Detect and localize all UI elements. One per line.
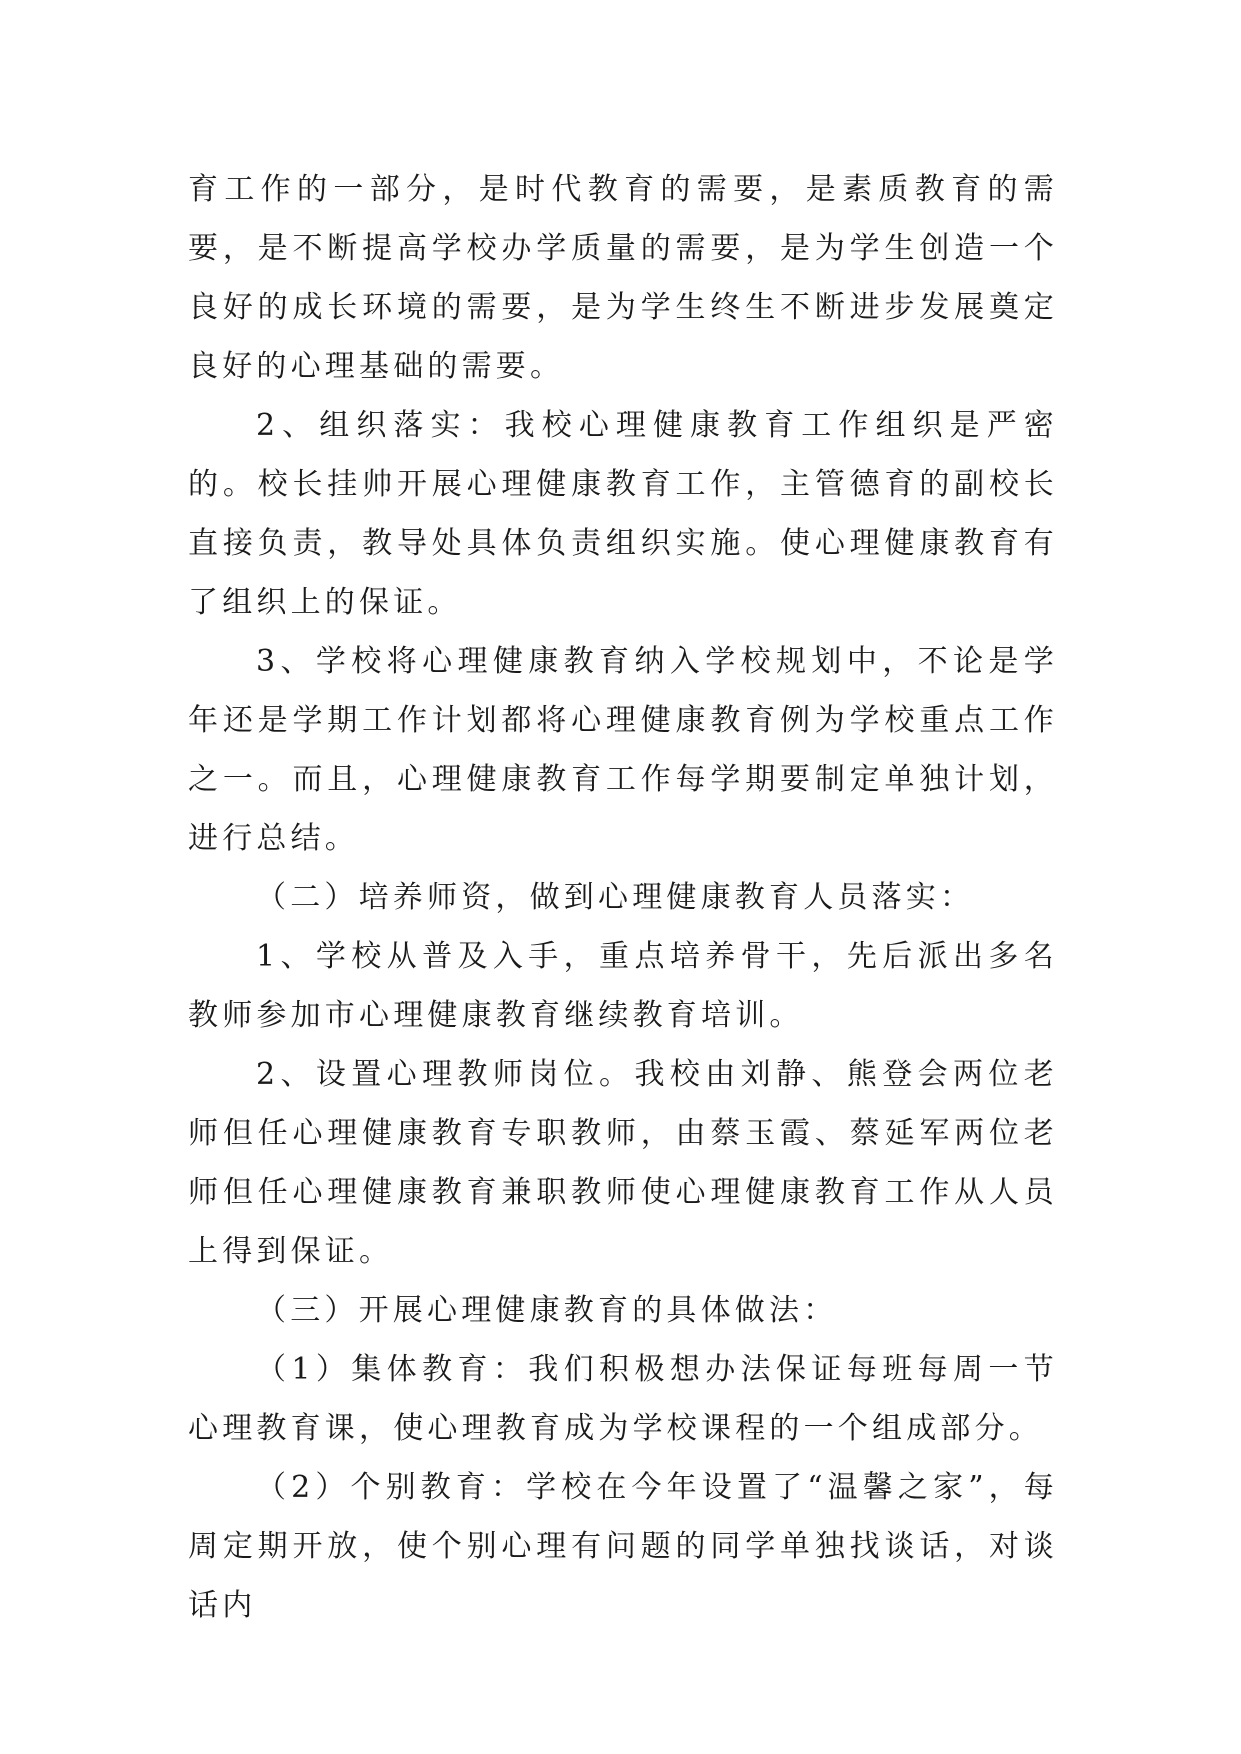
section-heading-2: （二）培养师资，做到心理健康教育人员落实： xyxy=(256,880,975,915)
section-heading-3: （三）开展心理健康教育的具体做法： xyxy=(256,1293,838,1328)
paragraph-3: 3、学校将心理健康教育纳入学校规划中，不论是学年还是学期工作计划都将心理健康教育例为学校重点工作之一。而且，心理健康教育工作每学期要制定单独计划，进行总结。 xyxy=(188,644,1058,856)
paragraph-2: 2、组织落实：我校心理健康教育工作组织是严密的。校长挂帅开展心理健康教育工作，主管德育的副校长直接负责，教导处具体负责组织实施。使心理健康教育有了组织上的保证。 xyxy=(188,408,1058,620)
body-text xyxy=(188,160,1058,1635)
paragraph-5: 2、设置心理教师岗位。我校由刘静、熊登会两位老师但任心理健康教育专职教师，由蔡玉霞、蔡延军两位老师但任心理健康教育兼职教师使心理健康教育工作从人员上得到保证。 xyxy=(188,1057,1058,1269)
paragraph-4: 1、学校从普及入手，重点培养骨干，先后派出多名教师参加市心理健康教育继续教育培训。 xyxy=(188,939,1058,1033)
paragraph-1: 育工作的一部分，是时代教育的需要，是素质教育的需要，是不断提高学校办学质量的需要，是为学生创造一个良好的成长环境的需要，是为学生终生不断进步发展奠定良好的心理基础的需要。 xyxy=(188,172,1058,384)
paragraph-6: （1）集体教育：我们积极想办法保证每班每周一节心理教育课，使心理教育成为学校课程的一个组成部分。 xyxy=(188,1352,1058,1446)
paragraph-7: （2）个别教育：学校在今年设置了“温馨之家”，每周定期开放，使个别心理有问题的同学单独找谈话，对谈话内 xyxy=(188,1470,1058,1623)
